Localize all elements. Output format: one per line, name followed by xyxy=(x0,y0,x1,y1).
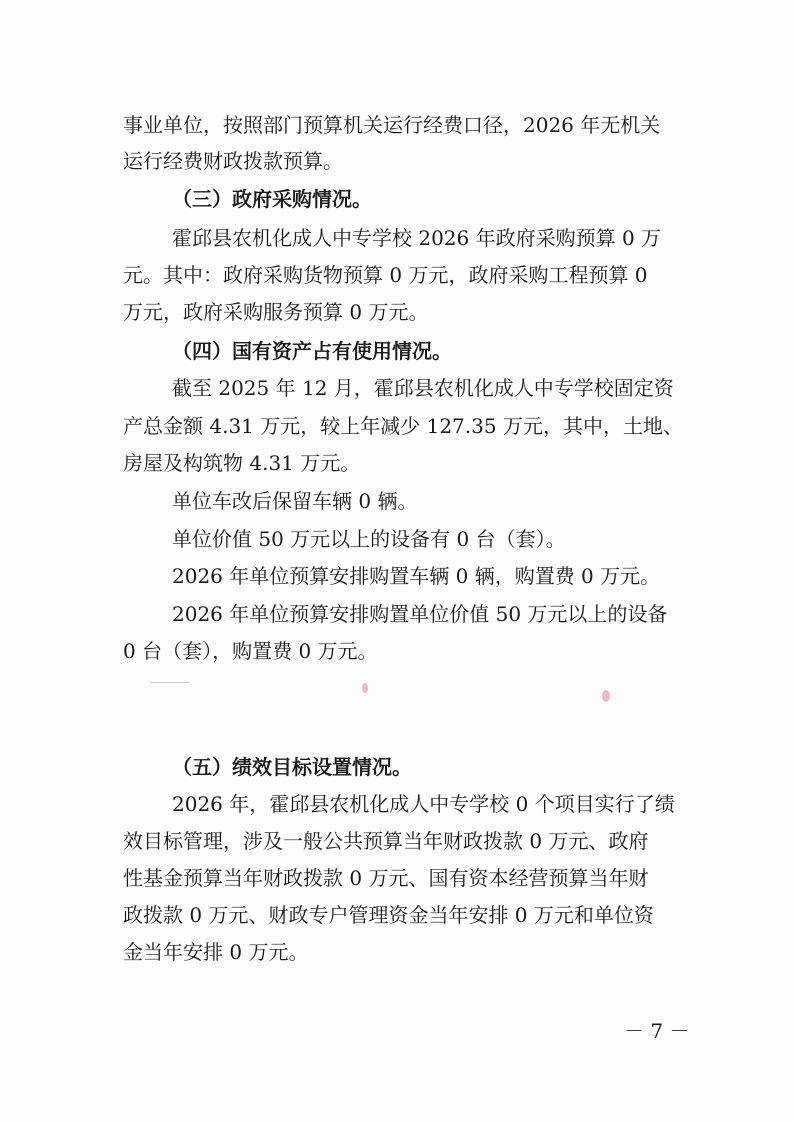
paragraph-line: 元。其中：政府采购货物预算 0 万元，政府采购工程预算 0 xyxy=(123,263,648,287)
paragraph-line: 产总金额 4.31 万元，较上年减少 127.35 万元，其中，土地、 xyxy=(123,414,683,438)
scan-smudge xyxy=(602,690,610,702)
paragraph-line: 截至 2025 年 12 月，霍邱县农机化成人中专学校固定资 xyxy=(172,376,674,400)
paragraph-line: 2026 年，霍邱县农机化成人中专学校 0 个项目实行了绩 xyxy=(172,792,675,816)
paragraph-line: 万元，政府采购服务预算 0 万元。 xyxy=(123,300,429,324)
paragraph-line: 房屋及构筑物 4.31 万元。 xyxy=(123,451,361,475)
paragraph-line: 政拨款 0 万元、财政专户管理资金当年安排 0 万元和单位资 xyxy=(123,903,654,927)
paragraph-line: 运行经费财政拨款预算。 xyxy=(123,149,343,173)
scan-mark xyxy=(150,682,190,683)
paragraph-line: 效目标管理，涉及一般公共预算当年财政拨款 0 万元、政府 xyxy=(123,829,649,853)
paragraph-line: 霍邱县农机化成人中专学校 2026 年政府采购预算 0 万 xyxy=(172,226,662,250)
section-heading-performance: （五）绩效目标设置情况。 xyxy=(172,755,412,779)
paragraph-line: 金当年安排 0 万元。 xyxy=(123,940,309,964)
paragraph-line: 单位价值 50 万元以上的设备有 0 台（套）。 xyxy=(172,527,566,551)
paragraph-line: 2026 年单位预算安排购置车辆 0 辆，购置费 0 万元。 xyxy=(172,564,661,588)
section-heading-assets: （四）国有资产占有使用情况。 xyxy=(172,339,452,363)
paragraph-line: 2026 年单位预算安排购置单位价值 50 万元以上的设备 xyxy=(172,602,668,626)
paragraph-line: 0 台（套），购置费 0 万元。 xyxy=(123,639,378,663)
section-heading-procurement: （三）政府采购情况。 xyxy=(172,187,372,211)
scan-smudge xyxy=(362,683,368,693)
paragraph-line: 事业单位，按照部门预算机关运行经费口径，2026 年无机关 xyxy=(123,113,661,137)
paragraph-line: 性基金预算当年财政拨款 0 万元、国有资本经营预算当年财 xyxy=(123,866,649,890)
page-number: － 7 － xyxy=(624,1019,690,1043)
paragraph-line: 单位车改后保留车辆 0 辆。 xyxy=(172,489,418,513)
